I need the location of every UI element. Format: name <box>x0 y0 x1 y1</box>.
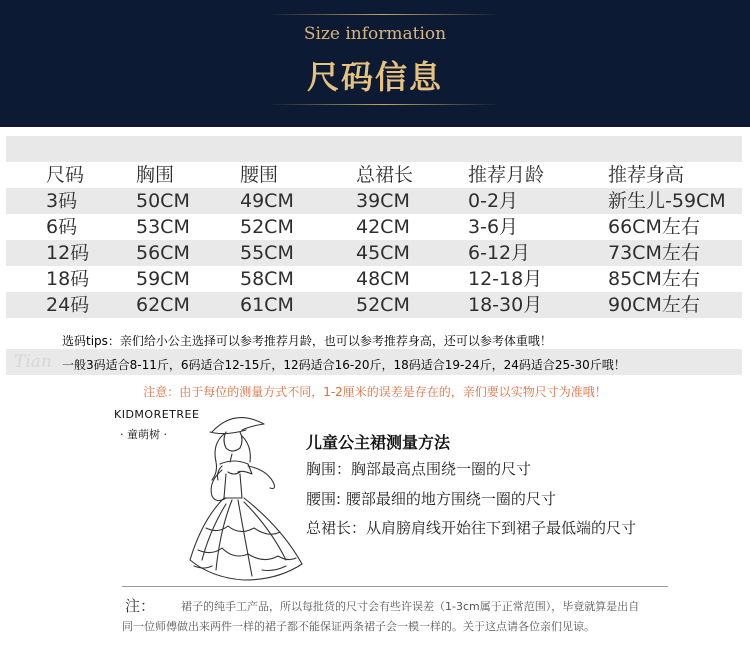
table-cell: 61CM <box>240 294 294 316</box>
footer-note-label: 注： <box>125 597 156 615</box>
table-cell: 85CM左右 <box>608 268 700 290</box>
table-cell: 6码 <box>46 216 78 238</box>
table-cell: 45CM <box>356 242 410 264</box>
logo-text-cn: · 童萌树 · <box>120 428 167 441</box>
table-header-row <box>6 162 742 188</box>
table-cell: 58CM <box>240 268 294 290</box>
table-cell: 12-18月 <box>468 268 543 290</box>
table-cell: 3-6月 <box>468 216 519 238</box>
table-cell: 73CM左右 <box>608 242 700 264</box>
table-cell: 39CM <box>356 190 410 212</box>
header-cell-length: 总裙长 <box>356 164 414 186</box>
measure-title: 儿童公主裙测量方法 <box>306 433 451 452</box>
table-row <box>6 266 742 292</box>
table-row <box>6 240 742 266</box>
footer-divider <box>122 586 668 587</box>
table-cell: 90CM左右 <box>608 294 700 316</box>
measure-length: 总裙长：从肩膀肩线开始往下到裙子最低端的尺寸 <box>306 519 637 537</box>
size-tips: 选码tips：亲们给小公主选择可以参考推荐月龄，也可以参考推荐身高，还可以参考体重哦！ <box>62 334 552 348</box>
header-cell-size: 尺码 <box>46 164 85 186</box>
table-cell: 66CM左右 <box>608 216 700 238</box>
princess-illustration-icon <box>182 410 306 582</box>
header-cell-age: 推荐月龄 <box>468 164 545 186</box>
table-top-band <box>6 136 742 162</box>
footer-note-line-1: 裙子的纯手工产品，所以每批货的尺寸会有些许误差（1-3cm属于正常范围），毕竟就算是出自 <box>181 600 640 613</box>
table-cell: 62CM <box>136 294 190 316</box>
table-cell: 50CM <box>136 190 190 212</box>
table-cell: 6-12月 <box>468 242 531 264</box>
header-cell-chest: 胸围 <box>136 164 175 186</box>
measure-chest: 胸围：胸部最高点围绕一圈的尺寸 <box>306 460 532 478</box>
table-cell: 49CM <box>240 190 294 212</box>
table-cell: 18码 <box>46 268 90 290</box>
table-cell: 3码 <box>46 190 78 212</box>
table-cell: 0-2月 <box>468 190 519 212</box>
table-row <box>6 214 742 240</box>
footer-note-line-2: 同一位师傅做出来两件一样的裙子都不能保证两条裙子会一模一样的。关于这点请各位亲们见谅。 <box>122 620 595 633</box>
table-cell: 42CM <box>356 216 410 238</box>
header-title: 尺码信息 <box>306 58 443 96</box>
table-cell: 52CM <box>240 216 294 238</box>
header-banner <box>0 0 750 127</box>
logo-text-en: KIDMORETREE <box>114 408 200 421</box>
table-cell: 53CM <box>136 216 190 238</box>
table-cell: 48CM <box>356 268 410 290</box>
size-table <box>6 136 742 318</box>
table-row <box>6 292 742 318</box>
table-cell: 52CM <box>356 294 410 316</box>
table-cell: 55CM <box>240 242 294 264</box>
header-top-rule <box>268 14 500 15</box>
table-row <box>6 188 742 214</box>
header-cell-waist: 腰围 <box>240 164 279 186</box>
table-cell: 24码 <box>46 294 90 316</box>
header-bottom-rule <box>268 104 500 105</box>
watermark-left: Tian <box>14 352 52 372</box>
table-cell: 新生儿-59CM <box>608 190 726 212</box>
measure-waist: 腰围: 腰部最细的地方围绕一圈的尺寸 <box>306 490 556 508</box>
table-cell: 59CM <box>136 268 190 290</box>
measure-notice: 注意：由于每位的测量方式不同，1-2厘米的误差是存在的，亲们要以实物尺寸为准哦！ <box>143 385 607 399</box>
table-cell: 18-30月 <box>468 294 543 316</box>
header-subtitle: Size information <box>303 24 447 44</box>
table-cell: 56CM <box>136 242 190 264</box>
header-cell-height: 推荐身高 <box>608 164 685 186</box>
table-cell: 12码 <box>46 242 90 264</box>
weight-guide: 一般3码适合8-11斤，6码适合12-15斤，12码适合16-20斤，18码适合19-24斤，24码适合25-30斤哦！ <box>62 358 626 372</box>
